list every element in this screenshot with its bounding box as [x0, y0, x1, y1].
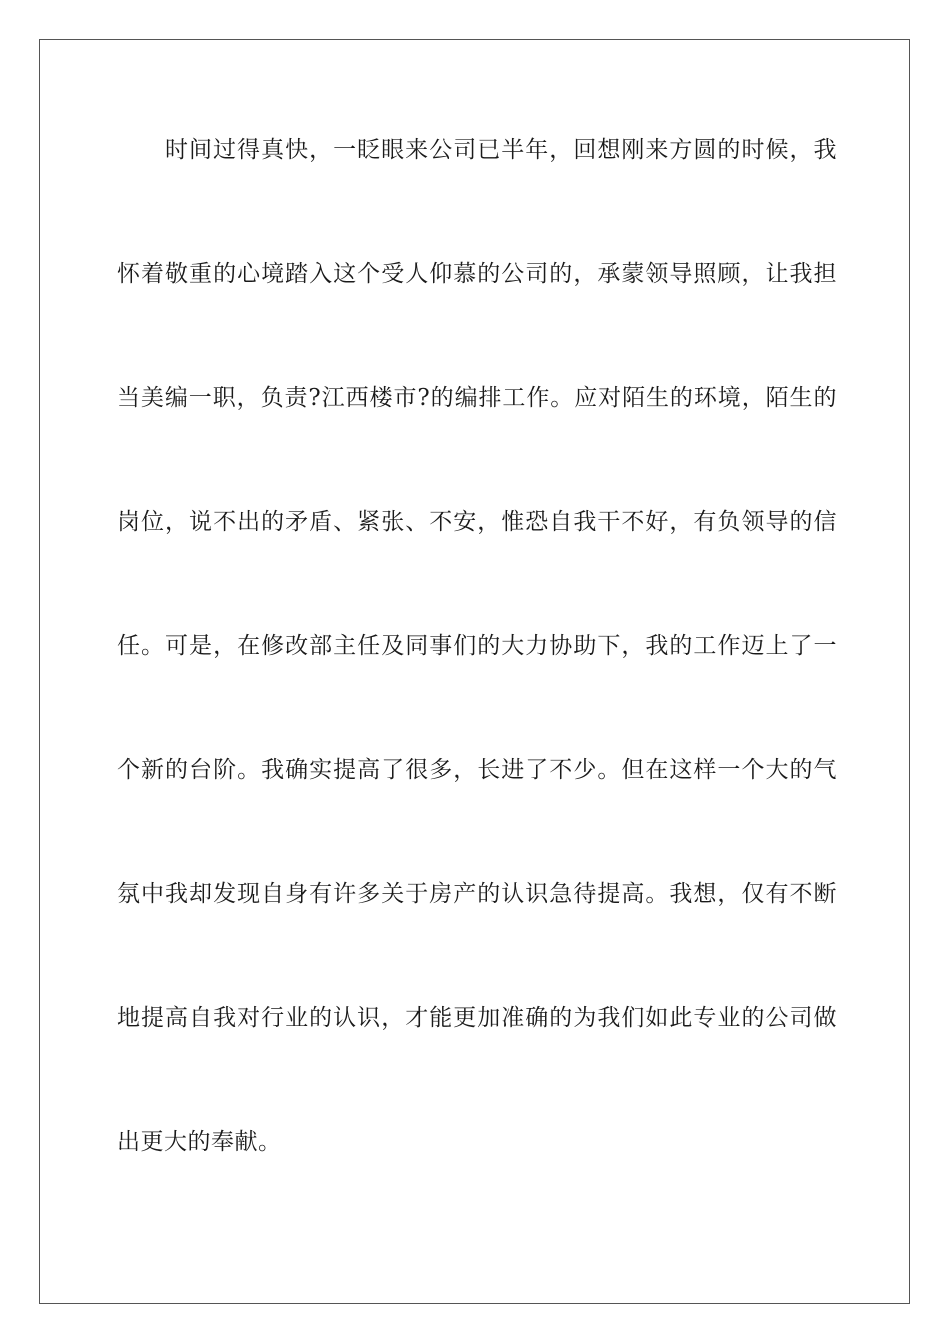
paragraph-line: 岗位，说不出的矛盾、紧张、不安，惟恐自我干不好，有负领导的信 [117, 509, 837, 535]
paragraph-line: 时间过得真快，一眨眼来公司已半年，回想刚来方圆的时候，我 [165, 137, 837, 163]
paragraph-line: 当美编一职，负责?江西楼市?的编排工作。应对陌生的环境，陌生的 [117, 385, 837, 411]
paragraph-line: 怀着敬重的心境踏入这个受人仰慕的公司的，承蒙领导照顾，让我担 [117, 261, 837, 287]
paragraph-line: 地提高自我对行业的认识，才能更加准确的为我们如此专业的公司做 [117, 1005, 837, 1031]
page-border [39, 39, 910, 1304]
paragraph-line: 出更大的奉献。 [117, 1129, 282, 1155]
paragraph-line: 个新的台阶。我确实提高了很多，长进了不少。但在这样一个大的气 [117, 757, 837, 783]
paragraph-line: 任。可是，在修改部主任及同事们的大力协助下，我的工作迈上了一 [117, 633, 837, 659]
paragraph-line: 氛中我却发现自身有许多关于房产的认识急待提高。我想，仅有不断 [117, 881, 837, 907]
